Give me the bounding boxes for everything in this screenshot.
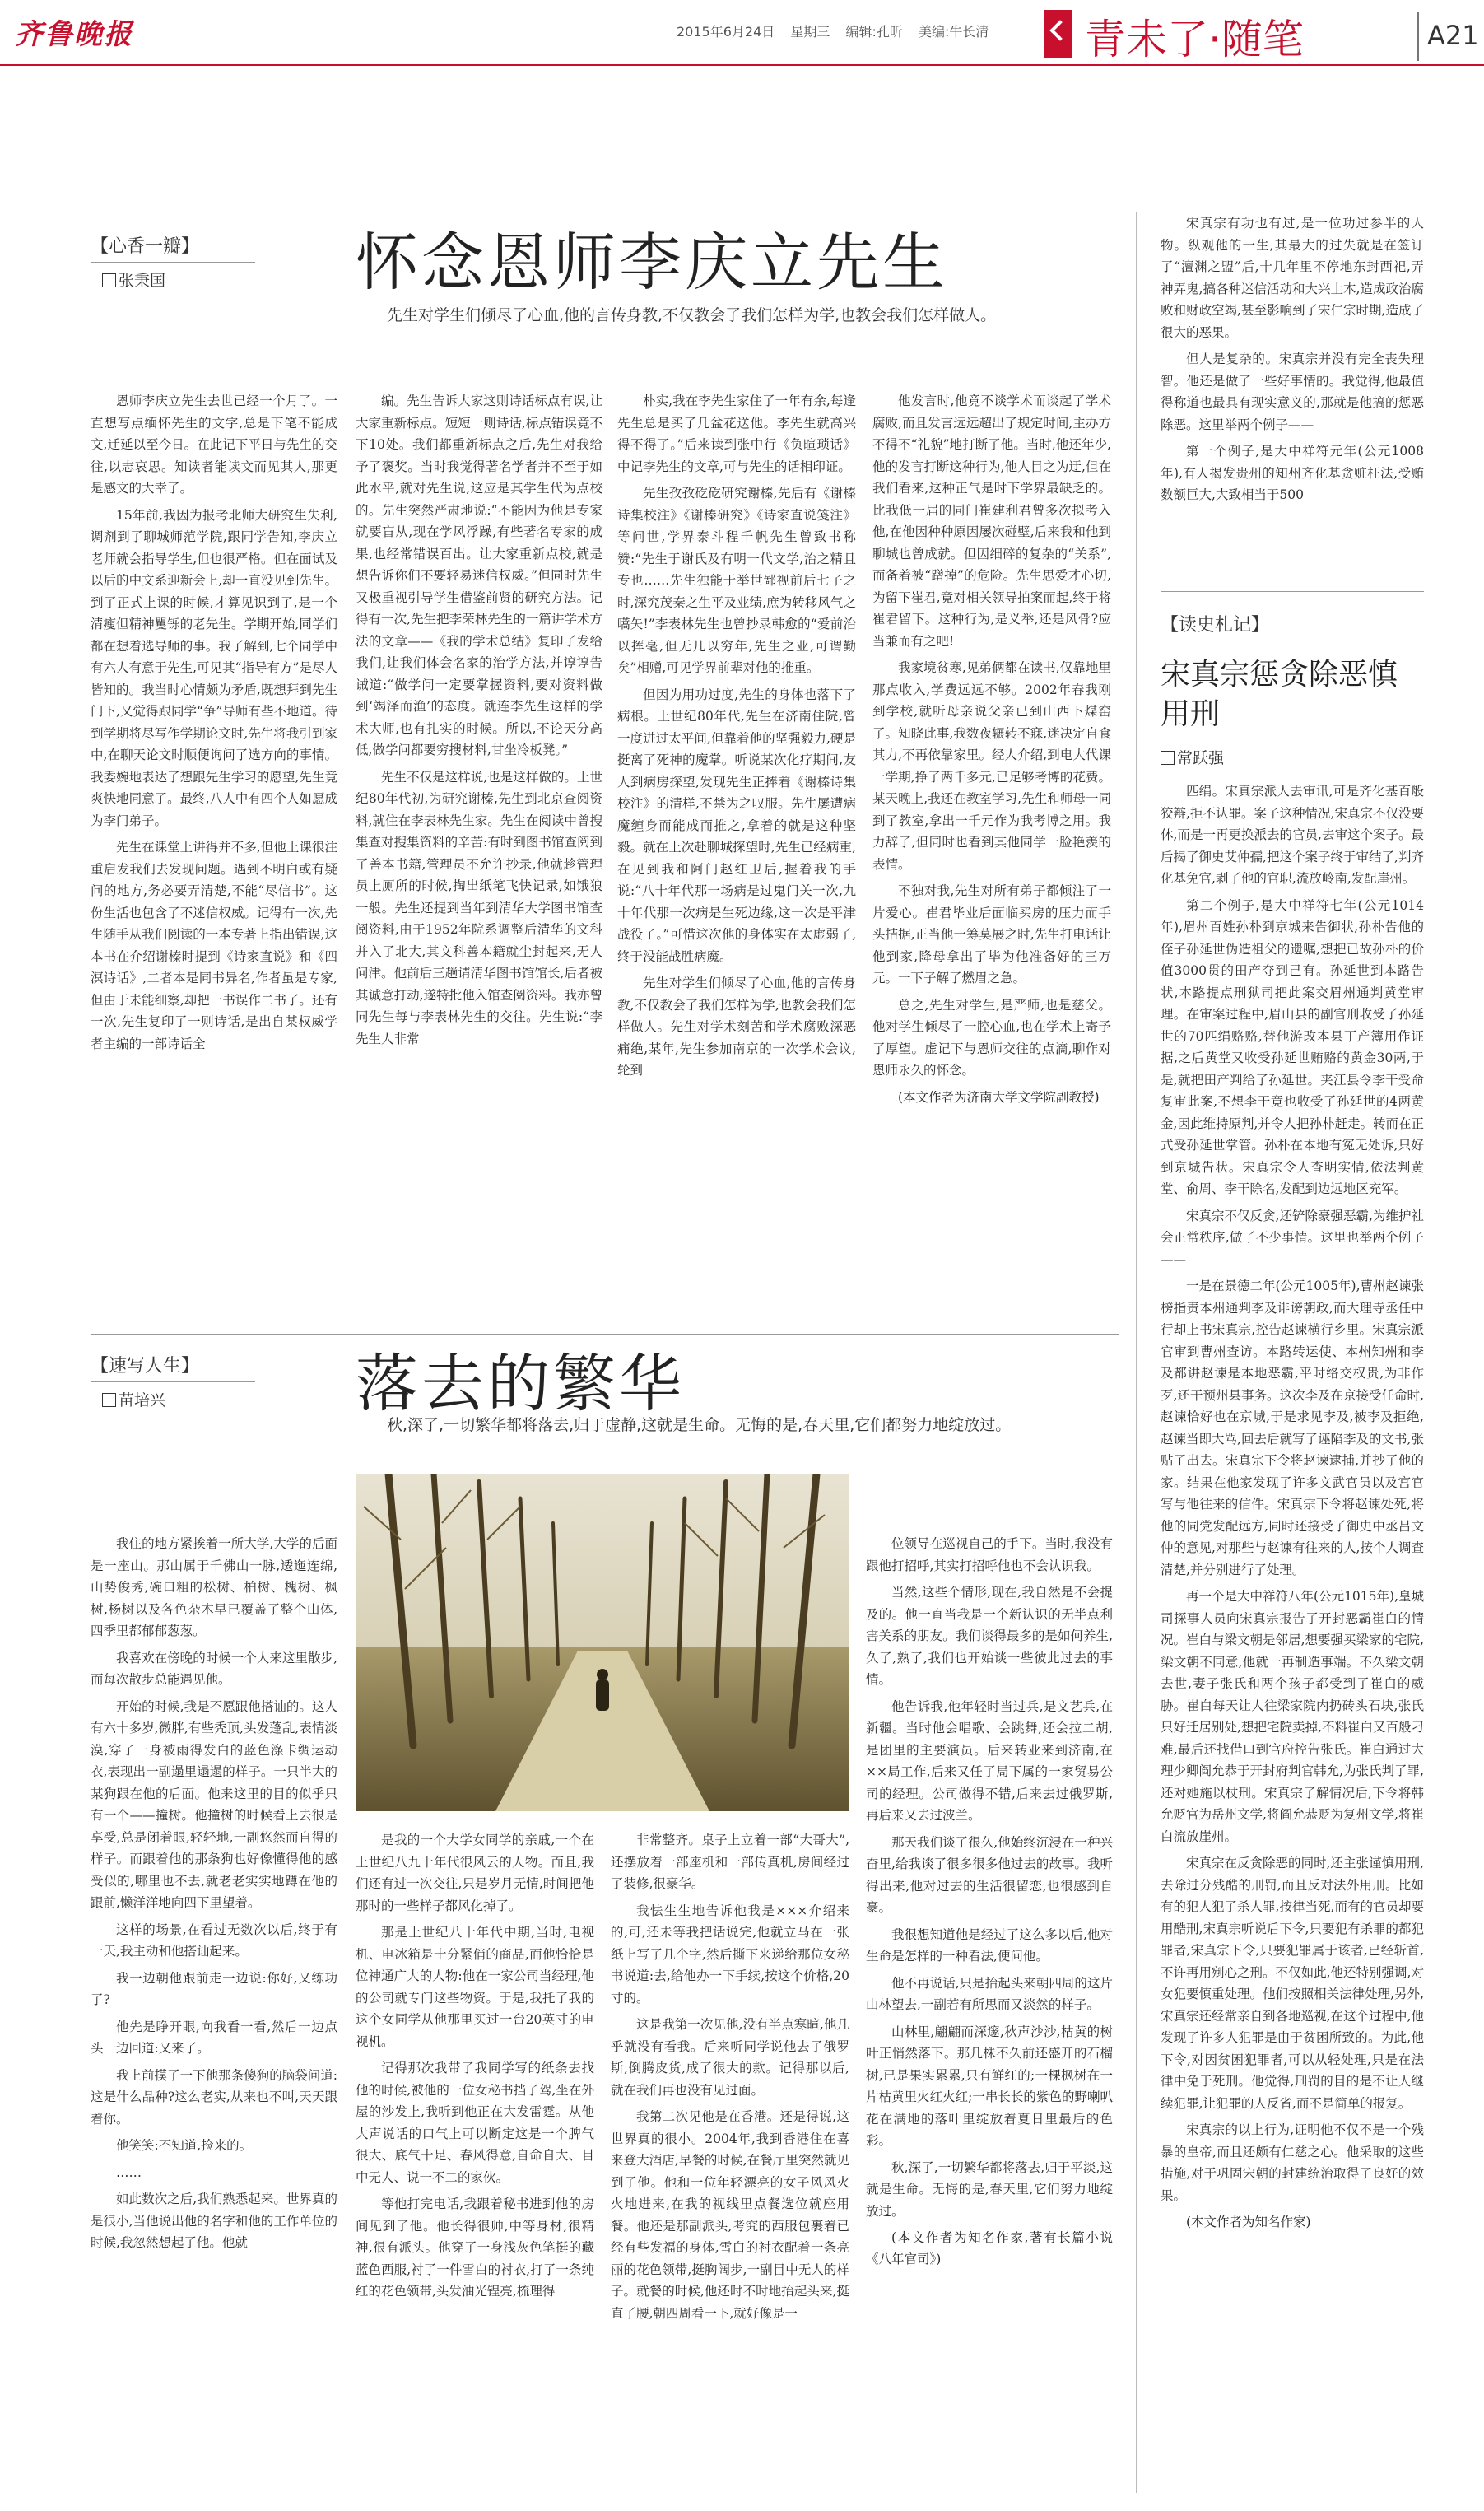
paragraph: 那是上世纪八十年代中期,当时,电视机、电冰箱是十分紧俏的商品,而他恰恰是位神通广大的人物:他在一家公司当经理,他的公司就专门这些物资。于是,我托了我的这个女同学从他那里买过一台20英寸的电视机。 (356, 1925, 594, 2049)
paragraph: 他笑笑:不知道,捡来的。 (116, 2138, 253, 2153)
byline-box-icon (102, 273, 116, 287)
paragraph: 秋,深了,一切繁华都将落去,归于平淡,这就是生命。无悔的是,春天里,它们努力地绽放过。 (866, 2159, 1113, 2219)
paragraph: 先生在课堂上讲得并不多,但他上课很注重启发我们去发现问题。遇到不明白或有疑问的地方,务必要弄清楚,不能“尽信书”。这份生活也包含了不迷信权威。记得有一次,先生随手从我们阅读的一本专著上指出错误,这本书在介绍谢榛时提到《诗家直说》和《四溟诗话》,二者本是同书异名,作者虽是专家,但由于未能细察,却把一书误作二书了。还有一次,先生复印了一则诗话,是出自某权威学者主编的一部诗话全 (91, 840, 337, 1051)
paragraph: 他发言时,他竟不谈学术而谈起了学术腐败,而且发言远远超出了规定时间,主办方不得不“礼貌”地打断了他。当时,他还年少,他的发言打断这种行为,他人目之为迂,但在我们看来,这种正气是时下学界最缺乏的。比我低一届的同门崔建利君曾多次拟考入他,在他因种种原因屡次碰壁,后来我和他到聊城也曾成就。但因细碎的复杂的“关系”,而备着被“蹭掉”的危险。先生思爱才心切,为留下崔君,竟对相关领导拍案而起,终于将崔君留下。这种行为,是义举,还是风骨?应当兼而有之吧! (872, 394, 1111, 649)
article-column-3 (611, 1829, 849, 2329)
article-column-3 (617, 390, 856, 1087)
article-column-4 (866, 1533, 1113, 2275)
article-column-2 (356, 1829, 594, 2308)
header-divider (1417, 12, 1419, 61)
paragraph: 我很想知道他是经过了这么多以后,他对生命是怎样的一种看法,便问他。 (866, 1926, 1113, 1964)
author-note: (本文作者为济南大学文学院副教授) (898, 1089, 1100, 1105)
paragraph: 我上前摸了一下他那条傻狗的脑袋问道:这是什么品种?这么老实,从来也不叫,天天跟着你。 (91, 2067, 337, 2127)
newspaper-logo: 齐鲁晚报 (15, 18, 133, 51)
paragraph: 我家境贫寒,见弟俩都在读书,仅靠地里那点收入,学费远远不够。2002年春我刚到学校,就听母亲说父亲已到山西下煤窑了。知晓此事,我数夜辗转不寐,迷决定自食其力,不再依靠家里。经人介绍,到电大代课一学期,挣了两千多元,已足够考博的花费。某天晚上,我还在教室学习,先生和师母一同到了教室,拿出一千元作为我考博之用。我力辞了,但同时也看到其他同学一脸艳羡的表情。 (872, 660, 1111, 872)
paragraph: 第一个例子,是大中祥符元年(公元1008年),有人揭发贵州的知州齐化基贪赃枉法,受贿数额巨大,大致相当于500 (1161, 444, 1424, 502)
paragraph: 他不再说话,只是抬起头来朝四周的这片山林望去,一副若有所思而又淡然的样子。 (866, 1975, 1113, 2012)
sidebar-top-text (1161, 212, 1424, 511)
paragraph: 我一边朝他跟前走一边说:你好,又练功了? (91, 1970, 337, 2007)
paragraph: 先生对学生们倾尽了心血,他的言传身教,不仅教会了我们怎样为学,也教会我们怎样做人。先生对学术刻苦和学术腐败深恶痛绝,某年,先生参加南京的一次学术会议,轮到 (617, 976, 856, 1078)
issue-date: 2015年6月24日 (677, 24, 775, 40)
author-name: 苗培兴 (119, 1391, 166, 1409)
byline (102, 1388, 165, 1410)
paragraph: 宋真宗有功也有过,是一位功过参半的人物。纵观他的一生,其最大的过失就是在签订了“澶渊之盟”后,十几年里不停地东封西祀,弄神弄鬼,搞各种迷信活动和大兴土木,造成政治腐败和财政空竭,甚至影响到了宋仁宗时期,造成了很大的恶果。 (1161, 216, 1424, 340)
paragraph: 当然,这些个情形,现在,我自然是不会提及的。他一直当我是一个新认识的无半点利害关系的朋友。我们谈得最多的是如何养生,久了,熟了,我们也开始谈一些彼此过去的事情。 (866, 1585, 1113, 1687)
paragraph: 再一个是大中祥符八年(公元1015年),皇城司探事人员向宋真宗报告了开封恶霸崔白的情况。崔白与梁文朝是邻居,想要强买梁家的宅院,梁文朝不同意,他就一再制造事端。不久梁文朝去世,妻子张氏和两个孩子都受到了崔白的威胁。崔白每天让人往梁家院内扔砖头石块,张氏只好迁居别处,想把宅院卖掉,不料崔白又百般刁难,最后还找借口到官府控告张氏。崔白通过大理少卿阎允恭于开封府判官韩允,为张氏判了罪,还对她施以杖刑。宋真宗了解情况后,下令将韩允贬官为岳州文学,将阎允恭贬为复州文学,将崔白流放崖州。 (1161, 1589, 1424, 1844)
article-title: 怀念恩师李庆立先生 (356, 226, 948, 299)
paragraph: 宋真宗的以上行为,证明他不仅不是一个残暴的皇帝,而且还颇有仁慈之心。他采取的这些措施,对于巩固宋朝的封建统治取得了良好的效果。 (1161, 2122, 1424, 2203)
paragraph: 是我的一个大学女同学的亲戚,一个在上世纪八九十年代很风云的人物。而且,我们还有过一次交往,只是岁月无情,时间把他那时的一些样子都风化掉了。 (356, 1833, 594, 1913)
column-tag: 【速写人生】 (91, 1356, 200, 1377)
paragraph: 但因为用功过度,先生的身体也落下了病根。上世纪80年代,先生在济南住院,曾一度进过太平间,但靠着他的坚强毅力,硬是挺离了死神的魔掌。听说某次化疗期间,友人到病房探望,发现先生正捧着《谢榛诗集校注》的清样,不禁为之叹服。先生屡遭病魔缠身而能成而推之,拿着的就是这种坚毅。就在上次赴聊城探望时,先生已经病重,在见到我和阿门赵红卫后,握着我的手说:“八十年代那一场病是过鬼门关一次,九十年代那一次病是生死边缘,这一次是平津战役了。”可惜这次他的身体实在太虚弱了,终于没能战胜病魔。 (617, 687, 856, 964)
article-title: 宋真宗惩贪除恶慎用刑 (1161, 658, 1398, 731)
paragraph: 如此数次之后,我们熟悉起来。世界真的是很小,当他说出他的名字和他的工作单位的时候,我忽然想起了他。他就 (91, 2192, 337, 2250)
designer-credit: 美编:牛长清 (918, 24, 989, 40)
column-tag: 【读史札记】 (1161, 615, 1270, 636)
paragraph: 先生不仅是这样说,也是这样做的。上世纪80年代初,为研究谢榛,先生到北京查阅资料,就住在李表林先生家。先生在阅读中曾搜集查对搜集资料的辛苦:有时到图书馆查阅到了善本书籍,管理员不允许抄录,他就趁管理员上厕所的时候,掏出纸笔飞快记录,如饿狼一般。先生还提到当年到清华大学图书馆查阅资料,由于1952年院系调整后清华的文科并入了北大,其文科善本籍就尘封起来,无人问津。他前后三趟请清华图书馆馆长,后者被其诚意打动,遂特批他入馆查阅资料。我亦曾同先生每与李表林先生的交往。先生说:“李先生人非常 (356, 769, 602, 1046)
divider (1161, 591, 1424, 592)
paragraph: 编。先生告诉大家这则诗话标点有误,让大家重新标点。短短一则诗话,标点错误竟不下10处。我们都重新标点之后,先生对我给予了褒奖。当时我觉得著名学者并不至于如此水平,就对先生说,这应是其学生代为点校的。先生突然严肃地说:“不能因为他是专家就要盲从,现在学风浮躁,有些著名专家的成果,也经常错误百出。让大家重新点校,就是想告诉你们不要轻易迷信权威。”但同时先生又极重视引导学生借鉴前贤的研究方法。记得有一次,先生把李荣林先生的一篇讲学术方法的文章——《我的学术总结》复印了发给我们,让我们体会名家的治学方法,并谆谆告诫道:“做学问一定要掌握资料,要对资料做到‘竭泽而渔’的态度。就连李先生这样的学术大师,也有扎实的时候。所以,不论天分高低,做学问都要穷搜材料,甘坐冷板凳。” (356, 394, 602, 757)
paragraph: 不独对我,先生对所有弟子都倾注了一片爱心。崔君毕业后面临买房的压力而手头拮据,正当他一筹莫展之时,先生打电话让他到家,降母拿出了毕为他准备好的三万元。一下子解了燃眉之急。 (872, 883, 1111, 985)
byline (102, 268, 165, 291)
paragraph: 朴实,我在李先生家住了一年有余,每逢先生总是买了几盆花送他。李先生就高兴得不得了。”后来读到张中行《负暄琐话》中记李先生的文章,可与先生的话相印证。 (617, 394, 856, 474)
paragraph: 我喜欢在傍晚的时候一个人来这里散步,而每次散步总能遇见他。 (91, 1650, 337, 1687)
paragraph: 但人是复杂的。宋真宗并没有完全丧失理智。他还是做了一些好事情的。我觉得,他最值得称道也最具有现实意义的,那就是他搞的惩恶除恶。这里举两个例子—— (1161, 352, 1424, 432)
paragraph: 先生孜孜矻矻研究谢榛,先后有《谢榛诗集校注》《谢榛研究》《诗家直说笺注》等问世,学界泰斗程千帆先生曾致书称赞:“先生于谢氏及有明一代文学,治之精且专也……先生独能于举世鄙视前后七子之时,深究茂秦之生平及业绩,庶为转移风气之嚆矢!”李表林先生也曾抄录韩愈的“爱前治以挥毫,但无几以穷年,先生之业,可谓勤矣”相赠,可见学界前辈对他的推重。 (617, 486, 856, 675)
article-lead: 先生对学生们倾尽了心血,他的言传身教,不仅教会了我们怎样为学,也教会我们怎样做人。 (387, 306, 997, 324)
byline (1161, 746, 1224, 768)
author-name: 常跃强 (1177, 749, 1225, 767)
header-rule (0, 64, 1484, 66)
paragraph: 非常整齐。桌子上立着一部“大哥大”,还摆放着一部座机和一部传真机,房间经过了装修,很豪华。 (611, 1833, 849, 1891)
article-title: 落去的繁华 (356, 1347, 685, 1420)
paragraph: 这样的场景,在看过无数次以后,终于有一天,我主动和他搭讪起来。 (91, 1922, 337, 1959)
byline-box-icon (1161, 751, 1175, 765)
editor-credit: 编辑:孔昕 (845, 24, 903, 40)
paragraph: 我怯生生地告诉他我是×××介绍来的,可,还未等我把话说完,他就立马在一张纸上写了几个字,然后撕下来递给那位女秘书说道:去,给他办一下手续,按这个价格,20寸的。 (611, 1903, 849, 2006)
divider (91, 1381, 255, 1382)
article-lead: 秋,深了,一切繁华都将落去,归于虚静,这就是生命。无悔的是,春天里,它们都努力地绽放过。 (387, 1416, 1012, 1434)
author-note: (本文作者为知名作家,著有长篇小说《八年官司》) (866, 2230, 1113, 2266)
article-column-1 (91, 390, 337, 1060)
paragraph: 15年前,我因为报考北师大研究生失利,调剂到了聊城师范学院,跟同学告知,李庆立老师就会指导学生,但也很严格。但在面试及以后的中文系迎新会上,却一直没见到先生。到了正式上课的时候,才算见识到了,是一个清瘦但精神矍铄的老先生。学期开始,同学们都在想着选导师的事。我了解到,七个同学中有六人有意于先生,可见其“指导有方”是尽人皆知的。我当时心情颇为矛盾,既想拜到先生门下,又觉得跟同学“争”导师有些不地道。待到学期将尽写作学期论文时,先生将我引到家中,在聊天论文时顺便询问了选方向的事情。我委婉地表达了想跟先生学习的愿望,先生竟爽快地同意了。最终,八人中有四个人如愿成为李门弟子。 (91, 507, 337, 828)
paragraph: 我第二次见他是在香港。还是得说,这世界真的很小。2004年,我到香港住在喜来登大酒店,早餐的时候,在餐厅里突然就见到了他。他和一位年轻漂亮的女子风风火火地进来,在我的视线里点餐选位就座用餐。他还是那副派头,考究的西服包裹着已经有些发福的身体,雪白的衬衣配着一条亮丽的花色领带,挺胸阔步,一副目中无人的样子。就餐的时候,他还时不时地抬起头来,挺直了腰,朝四周看一下,就好像是一 (611, 2109, 849, 2321)
column-tag: 【心香一瓣】 (91, 236, 200, 257)
paragraph: 这是我第一次见他,没有半点寒暄,他几乎就没有看我。后来听同学说他去了俄罗斯,倒腾皮货,成了很大的款。记得那以后,就在我们再也没有见过面。 (611, 2017, 849, 2098)
paragraph: 第二个例子,是大中祥符七年(公元1014年),眉州百姓孙朴到京城来告御状,孙朴告他的侄子孙延世伪造祖父的遗嘱,想把已故孙朴的价值3000贯的田产夺到己有。孙延世到本路告状,本路提点刑狱司把此案交眉州通判黄堂审理。在审案过程中,眉山县的副官刑收受了孙延世的70匹绢赂赂,替他游改本县丁产簿用作证据,之后黄堂又收受孙延世贿赂的黄金30两,于是,就把田产判给了孙延世。夹江县令李干受命复审此案,不想李干竟也收受了孙延世的4两黄金,因此维持原判,并令人把孙朴赶走。转而在正式受孙延世掌管。孙朴在本地有冤无处诉,只好到京城告状。宋真宗令人查明实情,依法判黄堂、俞周、李干除名,发配到边远地区充军。 (1161, 897, 1424, 1196)
paragraph: 那天我们谈了很久,他始终沉浸在一种兴奋里,给我谈了很多很多他过去的故事。我听得出来,他对过去的生活很留恋,也很感到自豪。 (866, 1834, 1113, 1915)
sidebar-body (1161, 780, 1424, 2238)
paragraph: 恩师李庆立先生去世已经一个月了。一直想写点缅怀先生的文字,总是下笔不能成文,迁延以至今日。在此记下平日与先生的交往,以志哀思。知读者能读文而见其人,那更是感文的大幸了。 (91, 394, 337, 496)
paragraph: 山林里,翩翩而深邃,秋声沙沙,枯黄的树叶正悄然落下。那几株不久前还盛开的石榴树,已是果实累累,只有鲜红的;一棵枫树在一片枯黄里火红火红;一串长长的紫色的野喇叭花在满地的落叶里绽放着夏日里最后的色彩。 (866, 2024, 1113, 2148)
issue-weekday: 星期三 (790, 24, 830, 40)
column-separator (1136, 212, 1137, 2493)
paragraph: 等他打完电话,我跟着秘书进到他的房间见到了他。他长得很帅,中等身材,很精神,很有派头。他穿了一身浅灰色笔挺的藏蓝色西服,衬了一件雪白的衬衣,打了一条纯红的花色领带,头发油光锃亮,梳理得 (356, 2197, 594, 2299)
author-name: 张秉国 (119, 272, 166, 290)
paragraph: 记得那次我带了我同学写的纸条去找他的时候,被他的一位女秘书挡了驾,坐在外屋的沙发上,我听到他正在大发雷霆。从他大声说话的口气上可以断定这是一个脾气很大、底气十足、春风得意,自命自大、目中无人、说一不二的家伙。 (356, 2061, 594, 2185)
issue-meta (677, 21, 1000, 40)
divider (91, 262, 255, 263)
paragraph: 宋真宗不仅反贪,还铲除豪强恶霸,为维护社会正常秩序,做了不少事情。这里也举两个例子—— (1161, 1208, 1424, 1267)
section-title: 青未了·随笔 (1085, 16, 1304, 63)
byline-box-icon (102, 1393, 116, 1407)
paragraph: 他告诉我,他年轻时当过兵,是文艺兵,在新疆。当时他会唱歌、会跳舞,还会拉二胡,是团里的主要演员。后来转业来到济南,在××局工作,后来又任了局下属的一家贸易公司的经理。公司做得不错,后来去过俄罗斯,再后来又去过波兰。 (866, 1698, 1113, 1823)
page-number: A21 (1427, 20, 1479, 51)
article-column-4 (872, 390, 1111, 1113)
author-note: (本文作者为知名作家) (1186, 2215, 1311, 2229)
paragraph: 总之,先生对学生,是严师,也是慈父。他对学生倾尽了一腔心血,也在学术上寄予了厚望。虚记下与恩师交往的点滴,聊作对恩师永久的怀念。 (872, 997, 1111, 1078)
paragraph: 位领导在巡视自己的手下。当时,我没有跟他打招呼,其实打招呼他也不会认识我。 (866, 1536, 1113, 1573)
paragraph: 我住的地方紧挨着一所大学,大学的后面是一座山。那山属于千佛山一脉,逶迤连绵,山势俊秀,碗口粗的松树、柏树、槐树、枫树,杨树以及各色杂木早已覆盖了整个山体,四季里都郁郁葱葱。 (91, 1536, 337, 1638)
forest-path-illustration (356, 1474, 849, 1811)
paragraph: 匹绢。宋真宗派人去审讯,可是齐化基百般狡辩,拒不认罪。案子这种情况,宋真宗不仅没要休,而是一再更换派去的官员,去审这个案子。最后揭了御史艾仲孺,把这个案子终于审结了,判齐化基免官,剥了他的官职,流放岭南,发配崖州。 (1161, 784, 1424, 886)
article-column-1 (91, 1533, 337, 2259)
forest-photo (356, 1474, 849, 1811)
paragraph: 宋真宗在反贪除恶的同时,还主张谨慎用刑,去除过分残酷的刑罚,而且反对法外用刑。比如有的犯人犯了杀人罪,按律当死,而有的官员却要用酷刑,宋真宗听说后下令,只要犯有杀罪的都犯罪者,宋真宗下令,只要犯罪属于该者,已经斩首,不许再用剜心之刑。不仅如此,他还特别强调,对女犯要慎重处理。他们按照相关法律处理,另外,宋真宗还经常亲自到各地巡视,在这个过程中,他发现了许多人犯罪是由于贫困所致的。为此,他下令,对因贫困犯罪者,可以从轻处理,只是在法律中免于死刑。他觉得,刑罚的目的是不让人继续犯罪,让犯罪的人反省,而不是简单的报复。 (1161, 1856, 1424, 2111)
paragraph: 一是在景德二年(公元1005年),曹州赵谏张榜指责本州通判李及诽谤朝政,而大理寺丞任中行却上书宋真宗,控告赵谏横行乡里。宋真宗派官审到曹州查访。本路转运使、本州知州和李及都讲赵谏是本地恶霸,平时络交权贵,为非作歹,还干预州县事务。这次李及在京接受任命时,赵谏恰好也在京城,于是求见李及,被李及拒绝,赵谏当即大骂,回去后就写了诬陷李及的文书,张贴了出去。宋真宗下令将赵谏逮捕,并抄了他的家。结果在他家发现了许多文武官员以及宫官写与他往来的信件。宋真宗下令将赵谏处死,将他的同党发配远方,同时还接受了御史中丞吕文仲的意见,对那些与赵谏有往来的人,按个人调查清楚,并分别进行了处理。 (1161, 1279, 1424, 1577)
paragraph: 开始的时候,我是不愿跟他搭讪的。这人有六十多岁,微胖,有些秃顶,头发蓬乱,表情淡漠,穿了一身被雨得发白的蓝色涤卡绸运动衣,表现出一副遢里遢遢的样子。一只半大的某狗跟在他的后面。他来这里的目的似乎只有一个——撞树。他撞树的时候看上去很是享受,总是闭着眼,轻轻地,一副悠然而自得的样子。而跟着他的那条狗也好像懂得他的感受似的,哪里也不去,就老老实实地蹲在他的跟前,懒洋洋地向四下里望着。 (91, 1698, 337, 1910)
paragraph: …… (116, 2164, 142, 2180)
paragraph: 他先是睁开眼,向我看一看,然后一边点头一边回道:又来了。 (91, 2019, 337, 2056)
article-column-2 (356, 390, 602, 1055)
